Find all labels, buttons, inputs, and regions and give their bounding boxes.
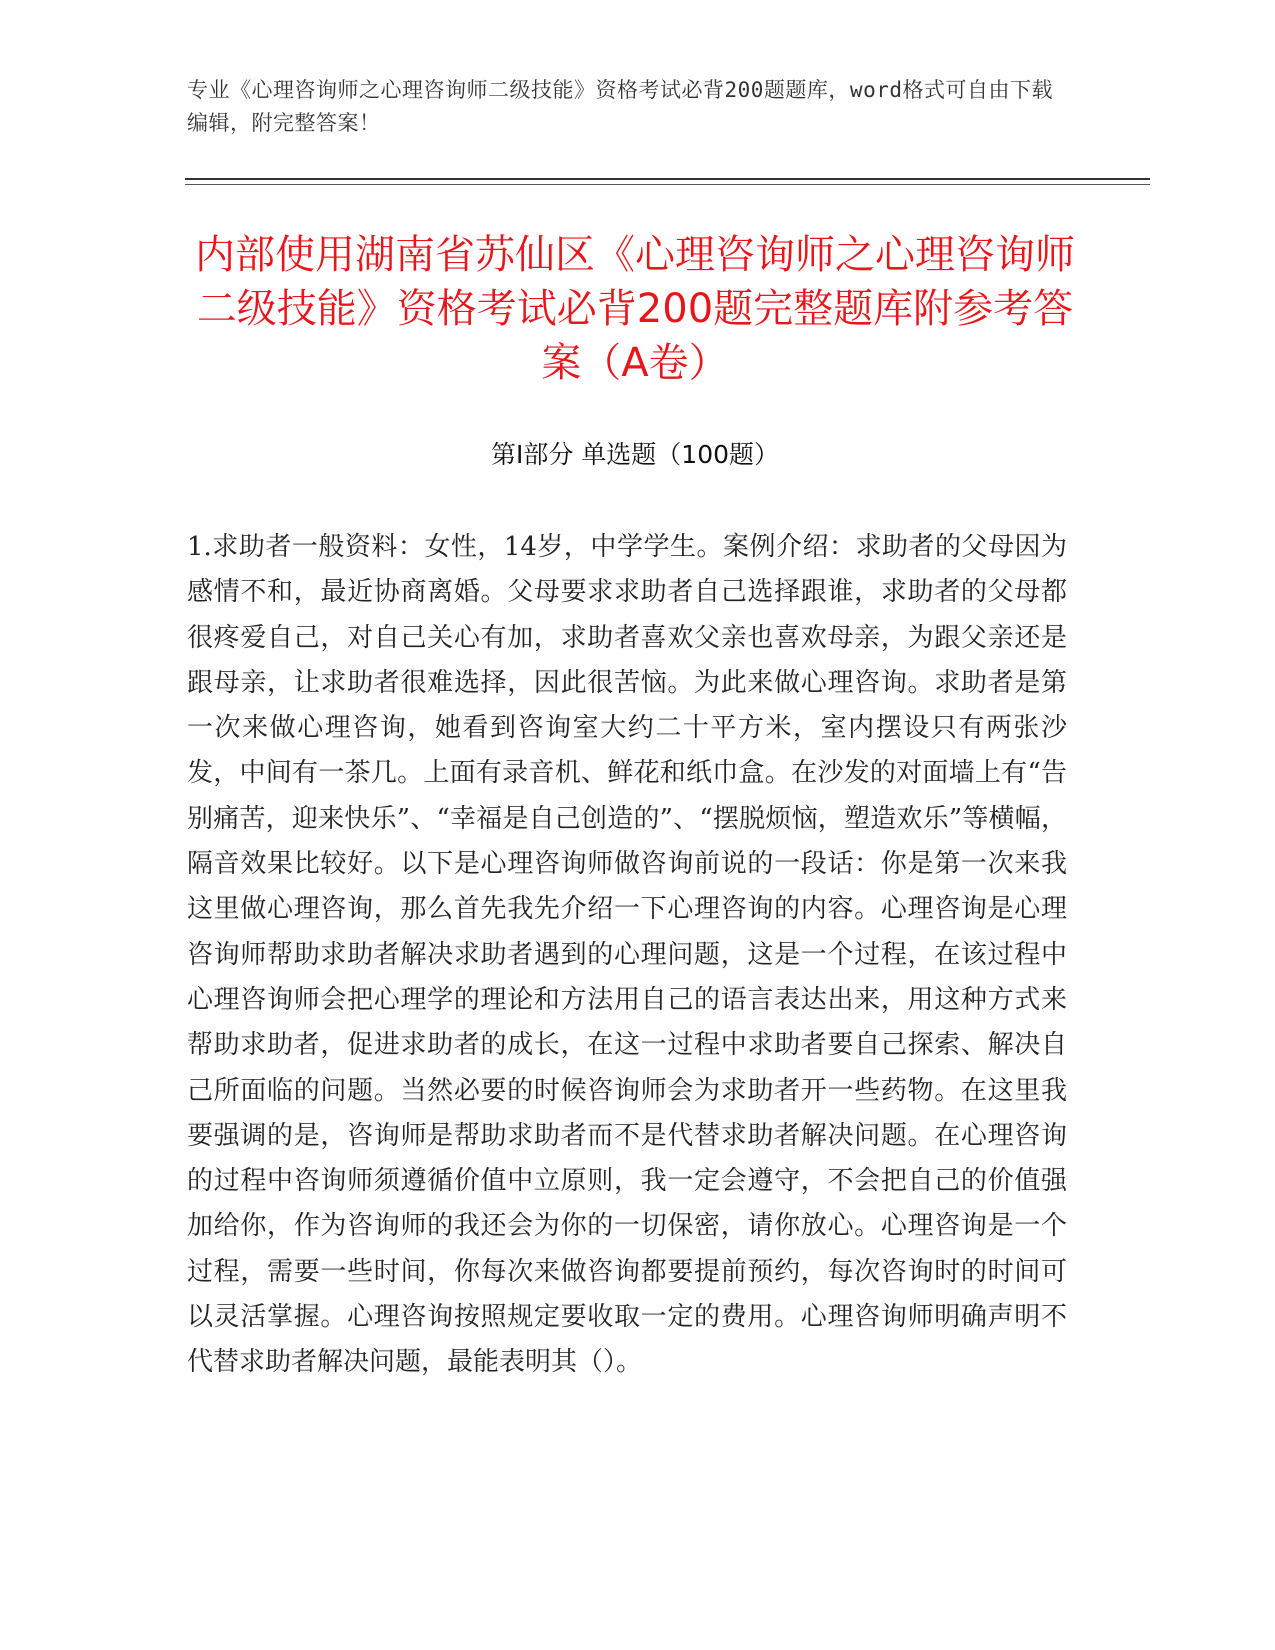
question-1: 1.求助者一般资料：女性，14岁，中学学生。案例介绍：求助者的父母因为感情不和，最近协商离婚。父母要求求助者自己选择跟谁，求助者的父母都很疼爱自己，对自己关心有加，求助者喜欢父亲也喜欢母亲，为跟父亲还是跟母亲，让求助者很难选择，因此很苦恼。为此来做心理咨询。求助者是第一次来做心理咨询，她看到咨询室大约二十平方米，室内摆设只有两张沙发，中间有一茶几。上面有录音机、鲜花和纸巾盒。在沙发的对面墙上有“告别痛苦，迎来快乐”、“幸福是自己创造的”、“摆脱烦恼，塑造欢乐”等横幅，隔音效果比较好。以下是心理咨询师做咨询前说的一段话：你是第一次来我这里做心理咨询，那么首先我先介绍一下心理咨询的内容。心理咨询是心理咨询师帮助求助者解决求助者遇到的心理问题，这是一个过程，在该过程中心理咨询师会把心理学的理论和方法用自己的语言表达出来，用这种方式来帮助求助者，促进求助者的成长，在这一过程中求助者要自己探索、解决自己所面临的问题。当然必要的时候咨询师会为求助者开一些药物。在这里我要强调的是，咨询师是帮助求助者而不是代替求助者解决问题。在心理咨询的过程中咨询师须遵循价值中立原则，我一定会遵守，不会把自己的价值强加给你，作为咨询师的我还会为你的一切保密，请你放心。心理咨询是一个过程，需要一些时间，你每次来做咨询都要提前预约，每次咨询时的时间可以灵活掌握。心理咨询按照规定要收取一定的费用。心理咨询师明确声明不代替求助者解决问题，最能表明其（）。 bbox=[187, 532, 1067, 1378]
header-divider-thick bbox=[185, 178, 1150, 180]
document-title: 内部使用湖南省苏仙区《心理咨询师之心理咨询师二级技能》资格考试必背200题完整题库附参考答案（A卷） bbox=[195, 232, 1075, 386]
header-divider-thin bbox=[185, 184, 1150, 185]
section-heading: 第Ⅰ部分 单选题（100题） bbox=[490, 440, 780, 469]
header-note: 专业《心理咨询师之心理咨询师二级技能》资格考试必背200题题库，word格式可自由下载编辑，附完整答案！ bbox=[187, 78, 1053, 135]
